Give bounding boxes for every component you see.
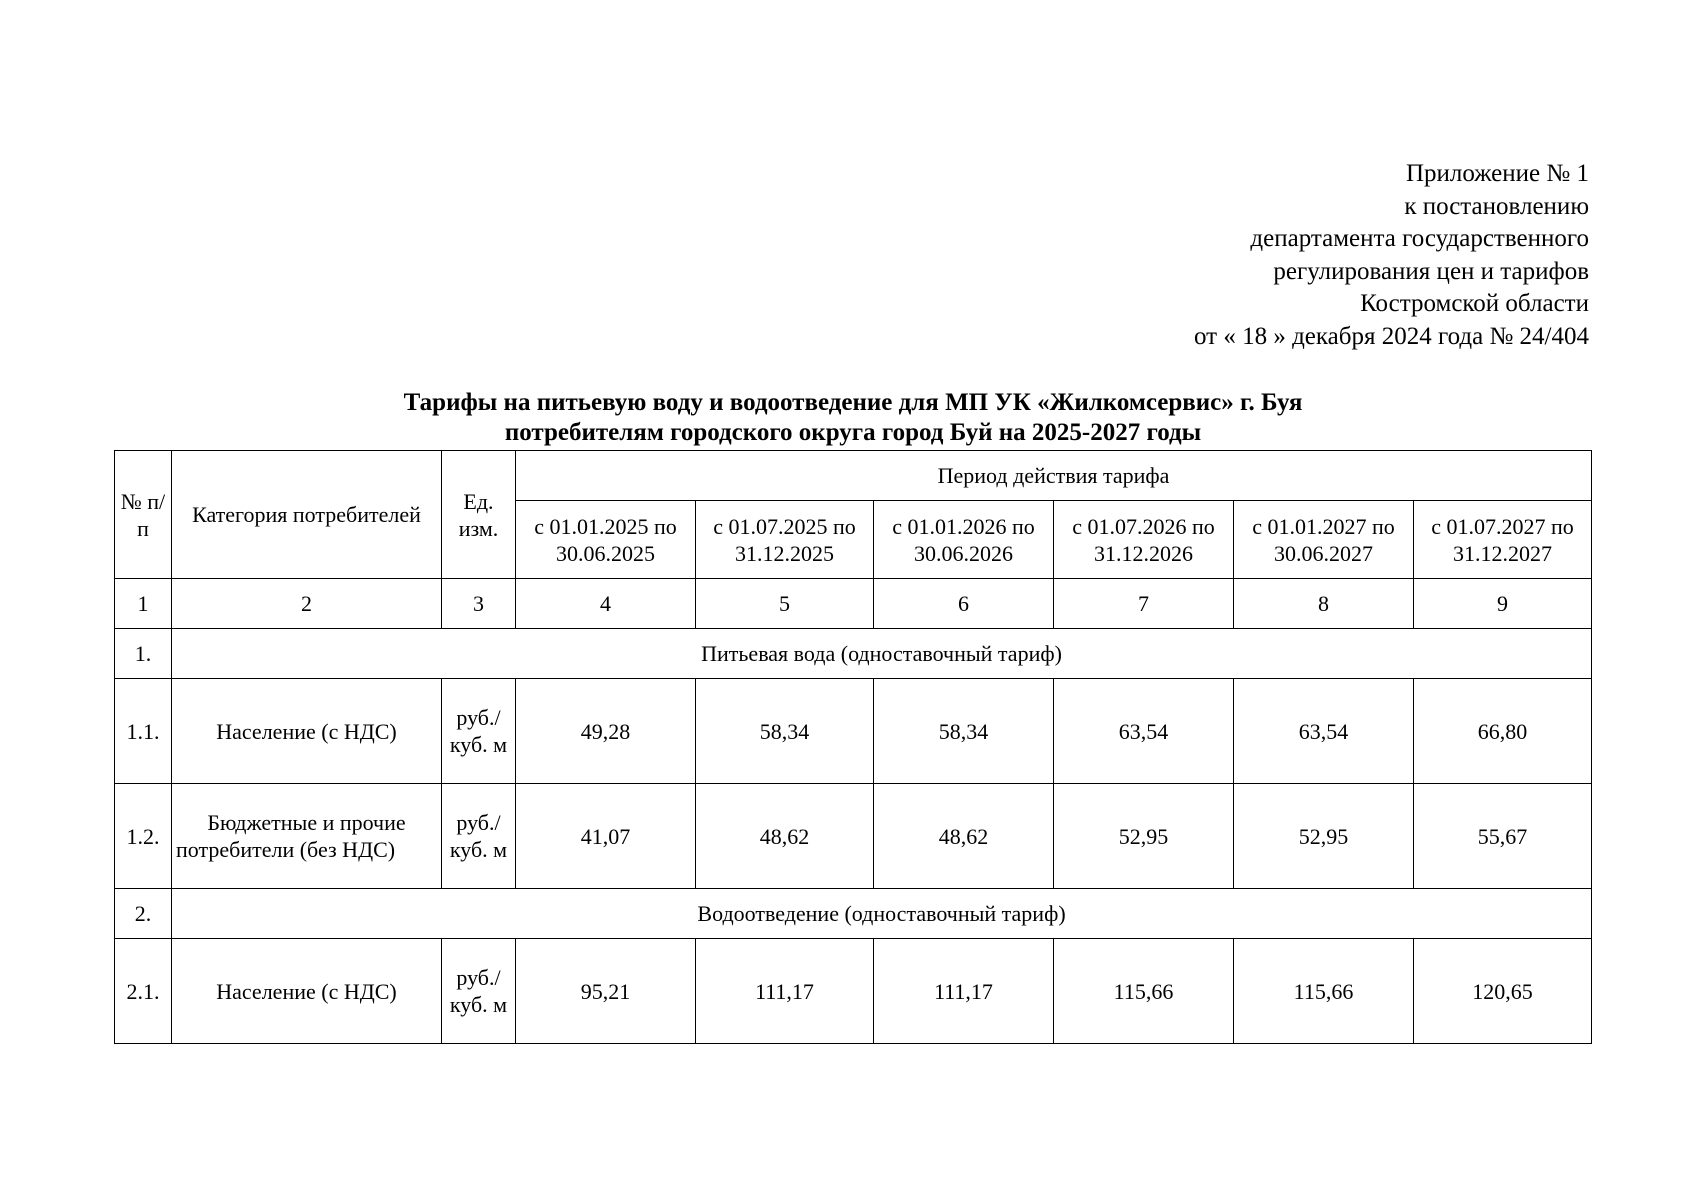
table-row xyxy=(115,939,1592,1044)
column-number: 4 xyxy=(516,579,696,629)
period-header: с 01.01.2027 по 30.06.2027 xyxy=(1234,501,1414,579)
header-period: Период действия тарифа xyxy=(516,451,1592,501)
appendix-header xyxy=(1194,158,1589,353)
tariff-value: 111,17 xyxy=(874,939,1054,1044)
column-number: 7 xyxy=(1054,579,1234,629)
section-row-water xyxy=(115,629,1592,679)
header-category: Категория потребителей xyxy=(172,451,442,579)
column-number: 5 xyxy=(696,579,874,629)
section-num: 1. xyxy=(115,629,172,679)
period-header: с 01.07.2026 по 31.12.2026 xyxy=(1054,501,1234,579)
header-unit: Ед. изм. xyxy=(442,451,516,579)
table-row xyxy=(115,784,1592,889)
row-category: Бюджетные и прочие потребители (без НДС) xyxy=(172,784,442,889)
appendix-line: Приложение № 1 xyxy=(1405,160,1589,187)
appendix-line: от « 18 » декабря 2024 года № 24/404 xyxy=(1193,322,1589,350)
period-header: с 01.07.2025 по 31.12.2025 xyxy=(696,501,874,579)
tariff-value: 52,95 xyxy=(1234,784,1414,889)
row-unit: руб./ куб. м xyxy=(442,784,516,889)
title-line-1: Тарифы на питьевую воду и водоотведение для МП УК «Жилкомсервис» г. Буя xyxy=(403,389,1303,416)
column-number: 1 xyxy=(115,579,172,629)
title-line-2: потребителям городского округа город Буй на 2025-2027 годы xyxy=(504,419,1202,446)
column-number: 9 xyxy=(1414,579,1592,629)
tariff-value: 95,21 xyxy=(516,939,696,1044)
column-number: 8 xyxy=(1234,579,1414,629)
tariff-value: 58,34 xyxy=(696,679,874,784)
section-num: 2. xyxy=(115,889,172,939)
section-title: Питьевая вода (одноставочный тариф) xyxy=(172,629,1592,679)
row-num: 1.1. xyxy=(115,679,172,784)
period-header: с 01.07.2027 по 31.12.2027 xyxy=(1414,501,1592,579)
appendix-line: к постановлению xyxy=(1404,192,1589,220)
period-header: с 01.01.2025 по 30.06.2025 xyxy=(516,501,696,579)
table-row xyxy=(115,679,1592,784)
column-number: 6 xyxy=(874,579,1054,629)
tariff-value: 63,54 xyxy=(1234,679,1414,784)
appendix-line: Костромской области xyxy=(1360,290,1589,317)
column-number: 2 xyxy=(172,579,442,629)
tariff-value: 48,62 xyxy=(874,784,1054,889)
row-num: 1.2. xyxy=(115,784,172,889)
section-row-drainage xyxy=(115,889,1592,939)
appendix-line: регулирования цен и тарифов xyxy=(1273,257,1589,285)
section-title: Водоотведение (одноставочный тариф) xyxy=(172,889,1592,939)
tariff-value: 63,54 xyxy=(1054,679,1234,784)
row-unit: руб./ куб. м xyxy=(442,939,516,1044)
column-number: 3 xyxy=(442,579,516,629)
tariff-value: 49,28 xyxy=(516,679,696,784)
row-category: Население (с НДС) xyxy=(172,679,442,784)
tariff-value: 55,67 xyxy=(1414,784,1592,889)
appendix-line: департамента государственного xyxy=(1250,225,1589,252)
period-header: с 01.01.2026 по 30.06.2026 xyxy=(874,501,1054,579)
tariff-value: 111,17 xyxy=(696,939,874,1044)
tariff-value: 120,65 xyxy=(1414,939,1592,1044)
row-category: Население (с НДС) xyxy=(172,939,442,1044)
tariff-value: 52,95 xyxy=(1054,784,1234,889)
header-row xyxy=(115,451,1592,501)
tariff-value: 58,34 xyxy=(874,679,1054,784)
header-num: № п/п xyxy=(115,451,172,579)
row-unit: руб./ куб. м xyxy=(442,679,516,784)
tariff-value: 115,66 xyxy=(1234,939,1414,1044)
row-num: 2.1. xyxy=(115,939,172,1044)
tariff-value: 41,07 xyxy=(516,784,696,889)
tariff-value: 66,80 xyxy=(1414,679,1592,784)
tariff-value: 48,62 xyxy=(696,784,874,889)
tariff-value: 115,66 xyxy=(1054,939,1234,1044)
tariff-table xyxy=(114,450,1592,1044)
document-title xyxy=(115,388,1591,448)
column-number-row xyxy=(115,579,1592,629)
